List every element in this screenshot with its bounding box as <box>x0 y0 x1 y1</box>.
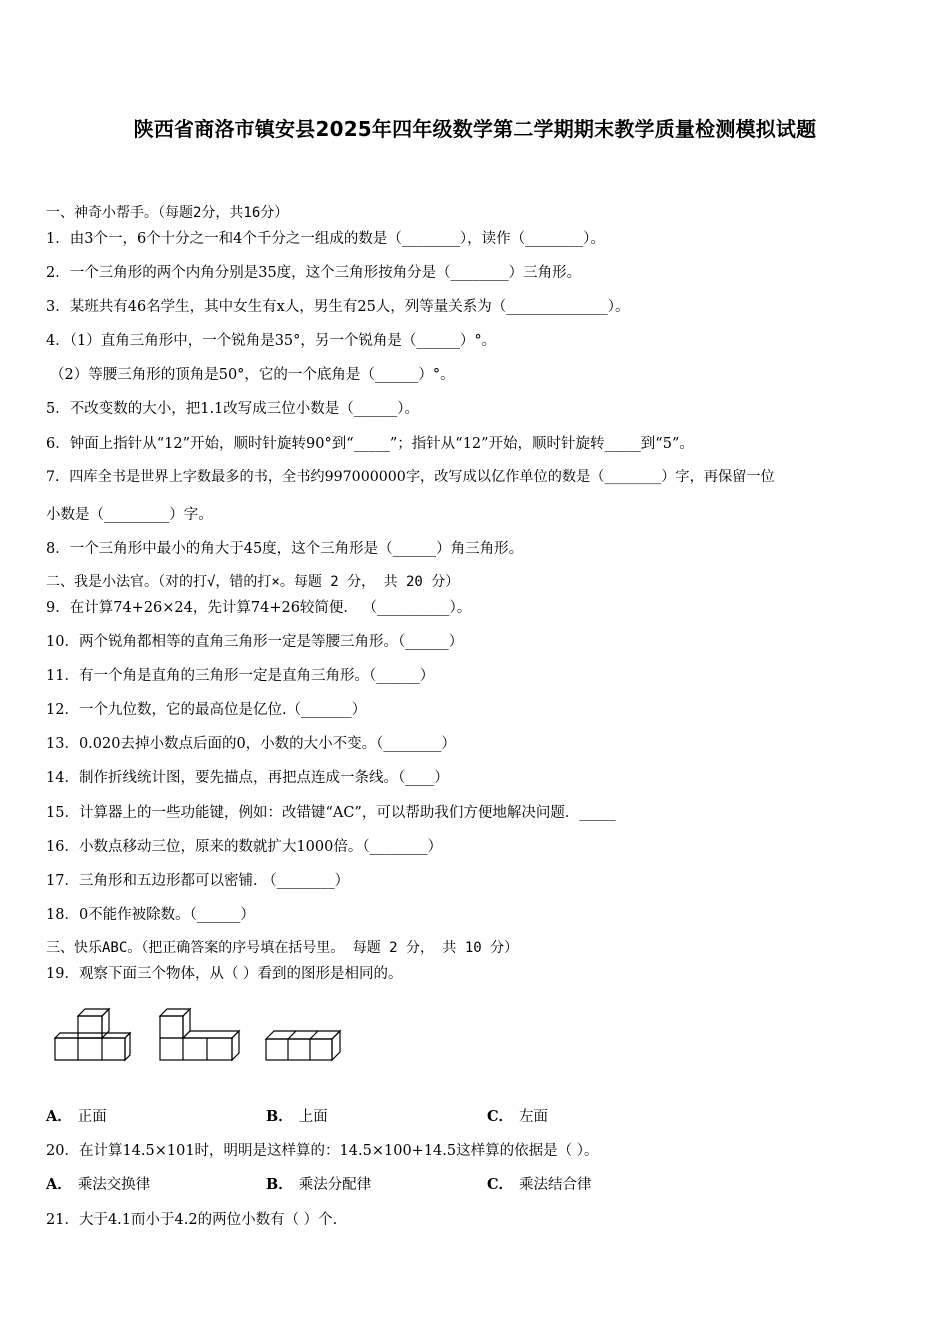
question-2: 2．一个三角形的两个内角分别是35度，这个三角形按角分是（________）三角形。 <box>46 265 582 281</box>
question-1: 1．由3个一，6个十分之一和4个千分之一组成的数是（________），读作（________）。 <box>46 231 605 247</box>
section-2-heading: 二、我是小法官。（对的打√，错的打×。每题 2 分， 共 20 分） <box>46 574 460 590</box>
figure-2-cubes <box>160 1009 239 1060</box>
q19-option-c <box>487 1105 548 1126</box>
question-15: 15．计算器上的一些功能键，例如：改错键“AC”，可以帮助我们方便地解决问题．_____ <box>46 805 616 821</box>
question-13: 13．0.020去掉小数点后面的0，小数的大小不变。（________） <box>46 736 456 752</box>
question-19-figures <box>50 1005 350 1067</box>
question-8: 8．一个三角形中最小的角大于45度，这个三角形是（______）角三角形。 <box>46 541 524 557</box>
question-7-line-1: 7．四库全书是世界上字数最多的书，全书约997000000字，改写成以亿作单位的数是（________）字，再保留一位 <box>46 469 775 485</box>
question-16: 16．小数点移动三位，原来的数就扩大1000倍。（________） <box>46 839 443 855</box>
q20-option-b <box>266 1173 371 1194</box>
figure-3-cubes <box>266 1031 340 1060</box>
section-1-heading: 一、神奇小帮手。（每题2分，共16分） <box>46 205 289 221</box>
option-letter: B． <box>266 1176 293 1193</box>
question-10: 10．两个锐角都相等的直角三角形一定是等腰三角形。（______） <box>46 634 464 650</box>
question-9: 9．在计算74+26×24，先计算74+26较简便． （__________）。 <box>46 600 472 616</box>
option-letter: A． <box>46 1108 72 1125</box>
q20-option-a <box>46 1173 150 1194</box>
option-letter: B． <box>266 1108 293 1125</box>
question-4-part-2: （2）等腰三角形的顶角是50°，它的一个底角是（______）°。 <box>50 367 455 383</box>
q19-option-b <box>266 1105 328 1126</box>
option-text: 乘法交换律 <box>77 1177 151 1193</box>
q20-option-c <box>487 1173 592 1194</box>
option-letter: C． <box>487 1176 514 1193</box>
question-11: 11．有一个角是直角的三角形一定是直角三角形。（______） <box>46 668 435 684</box>
question-21: 21．大于4.1而小于4.2的两位小数有（ ）个. <box>46 1212 338 1228</box>
option-text: 左面 <box>519 1109 549 1125</box>
option-text: 上面 <box>298 1109 328 1125</box>
question-4-part-1: 4．（1）直角三角形中，一个锐角是35°，另一个锐角是（______）°。 <box>46 333 497 349</box>
figure-1-cubes <box>55 1009 130 1060</box>
q19-option-a <box>46 1105 107 1126</box>
option-text: 正面 <box>77 1109 107 1125</box>
question-18: 18．0不能作被除数。（______） <box>46 907 255 923</box>
option-text: 乘法结合律 <box>519 1177 592 1193</box>
section-3-heading: 三、快乐ABC。（把正确答案的序号填在括号里。 每题 2 分， 共 10 分） <box>46 940 519 956</box>
question-5: 5．不改变数的大小，把1.1改写成三位小数是（______）。 <box>46 401 420 417</box>
question-12: 12．一个九位数，它的最高位是亿位.（_______） <box>46 702 367 718</box>
question-14: 14．制作折线统计图，要先描点，再把点连成一条线。（____） <box>46 770 449 786</box>
question-3: 3．某班共有46名学生，其中女生有x人，男生有25人，列等量关系为（______________）。 <box>46 299 630 315</box>
option-letter: A． <box>46 1176 72 1193</box>
question-19: 19．观察下面三个物体，从（ ）看到的图形是相同的。 <box>46 966 403 982</box>
option-text: 乘法分配律 <box>298 1177 372 1193</box>
question-6: 6．钟面上指针从“12”开始，顺时针旋转90°到“_____”；指针从“12”开始，顺时针旋转_____到“5”。 <box>46 436 694 452</box>
question-7-line-2: 小数是（_________）字。 <box>46 507 213 523</box>
question-17: 17．三角形和五边形都可以密铺. （________） <box>46 873 350 889</box>
option-letter: C． <box>487 1108 514 1125</box>
question-20: 20．在计算14.5×101时，明明是这样算的：14.5×100+14.5这样算的依据是（ ）。 <box>46 1143 599 1159</box>
page-title: 陕西省商洛市镇安县2025年四年级数学第二学期期末教学质量检测模拟试题 <box>133 117 817 141</box>
